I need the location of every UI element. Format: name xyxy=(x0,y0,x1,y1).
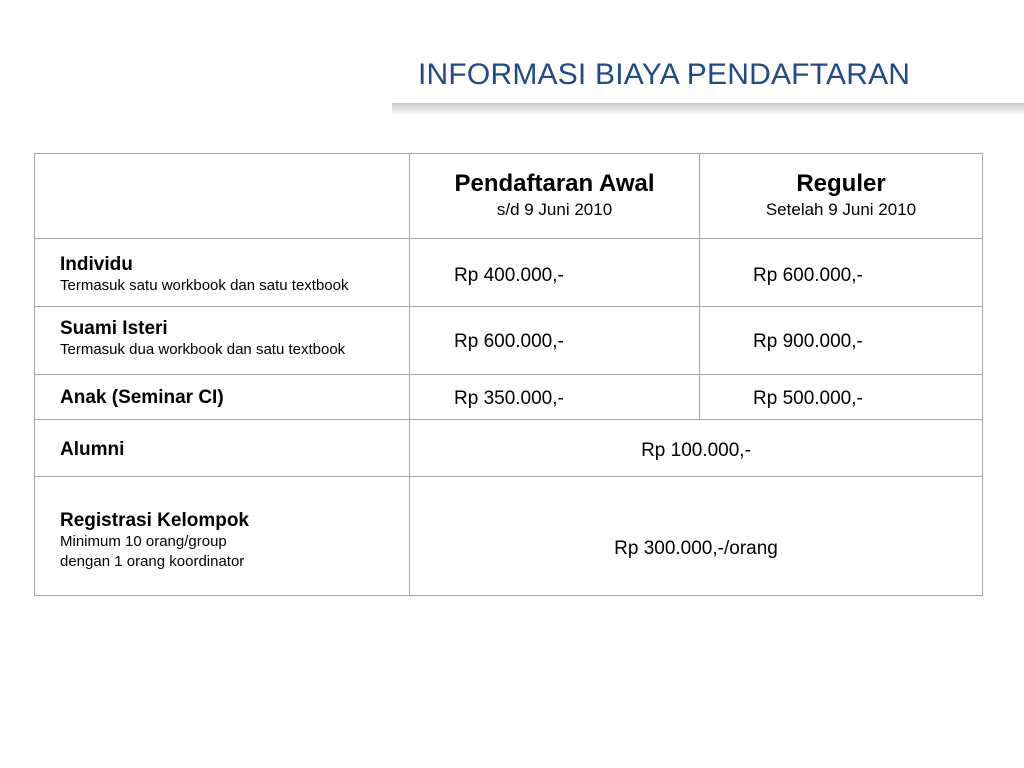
row-label: Individu xyxy=(60,254,133,275)
title-underline-bar xyxy=(392,103,1024,114)
row-label: Alumni xyxy=(60,439,125,460)
row-label: Anak (Seminar CI) xyxy=(60,387,224,408)
table-row xyxy=(35,375,983,420)
table-row xyxy=(35,239,983,307)
table-row xyxy=(35,420,983,477)
table-header-row xyxy=(35,154,983,239)
regular-price-cell xyxy=(700,307,983,375)
early-price-cell xyxy=(410,239,700,307)
regular-price: Rp 500.000,- xyxy=(753,388,863,409)
row-note: dengan 1 orang koordinator xyxy=(60,553,245,570)
row-label-cell xyxy=(35,239,410,307)
row-note: Termasuk satu workbook dan satu textbook xyxy=(60,277,349,294)
slide-title: INFORMASI BIAYA PENDAFTARAN xyxy=(418,58,911,91)
fee-table xyxy=(34,153,983,596)
row-label-cell xyxy=(35,420,410,477)
header-regular xyxy=(700,154,983,239)
row-label-cell xyxy=(35,307,410,375)
row-label: Registrasi Kelompok xyxy=(60,510,249,531)
regular-price-cell xyxy=(700,375,983,420)
alumni-price: Rp 100.000,- xyxy=(641,440,751,461)
price-cell xyxy=(410,420,983,477)
regular-price-cell xyxy=(700,239,983,307)
table-row xyxy=(35,477,983,596)
header-empty-cell xyxy=(35,154,410,239)
early-price: Rp 400.000,- xyxy=(454,265,564,286)
early-price: Rp 350.000,- xyxy=(454,388,564,409)
row-note: Minimum 10 orang/group xyxy=(60,533,227,550)
price-cell xyxy=(410,477,983,596)
row-label: Suami Isteri xyxy=(60,318,168,339)
row-note: Termasuk dua workbook dan satu textbook xyxy=(60,341,346,358)
row-label-cell xyxy=(35,375,410,420)
table-row xyxy=(35,307,983,375)
header-title: Reguler xyxy=(796,170,886,197)
early-price: Rp 600.000,- xyxy=(454,331,564,352)
header-subtitle: Setelah 9 Juni 2010 xyxy=(765,200,917,219)
header-subtitle: s/d 9 Juni 2010 xyxy=(496,200,613,219)
header-early-registration xyxy=(410,154,700,239)
early-price-cell xyxy=(410,375,700,420)
group-price: Rp 300.000,-/orang xyxy=(614,538,778,559)
early-price-cell xyxy=(410,307,700,375)
header-title: Pendaftaran Awal xyxy=(454,170,655,197)
regular-price: Rp 900.000,- xyxy=(753,331,863,352)
regular-price: Rp 600.000,- xyxy=(753,265,863,286)
row-label-cell xyxy=(35,477,410,596)
